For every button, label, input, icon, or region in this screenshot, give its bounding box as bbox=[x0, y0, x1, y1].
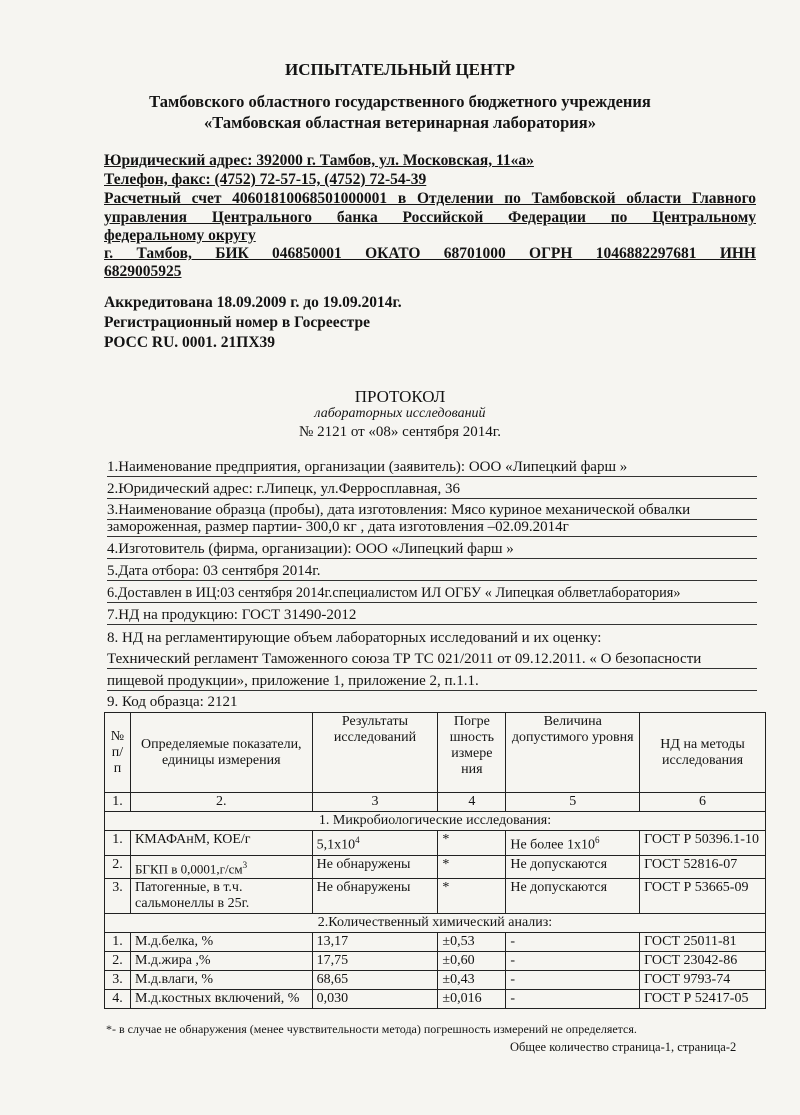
institution-line-1: Тамбовского областного государственного бюджетного учреждения bbox=[149, 92, 651, 111]
cell-indicator: Патогенные, в т.ч. сальмонеллы в 25г. bbox=[130, 878, 312, 913]
header-num: № п/ п bbox=[105, 713, 131, 793]
cell-limit: - bbox=[506, 970, 640, 989]
codes-line-1: г. Тамбов, БИК 046850001 ОКАТО 68701000 ОГРН 1046882297681 ИНН bbox=[104, 245, 756, 262]
colnum-2: 2. bbox=[130, 793, 312, 812]
accreditation-dates: Аккредитована 18.09.2009 г. до 19.09.2014г. bbox=[104, 294, 402, 311]
cell-limit: Не допускаются bbox=[506, 878, 640, 913]
cell-num: 3. bbox=[105, 878, 131, 913]
field-address: 2.Юридический адрес: г.Липецк, ул.Ферросплавная, 36 bbox=[107, 481, 757, 499]
table-row bbox=[105, 951, 766, 970]
field-delivered: 6.Доставлен в ИЦ:03 сентября 2014г.специалистом ИЛ ОГБУ « Липецкая облветлаборатория» bbox=[107, 585, 757, 603]
cell-error: ±0,016 bbox=[438, 989, 506, 1008]
cell-method: ГОСТ Р 50396.1-10 bbox=[640, 831, 766, 856]
results-table bbox=[104, 712, 766, 1009]
limit-exponent: 6 bbox=[595, 835, 600, 845]
field-applicant: 1.Наименование предприятия, организации (заявитель): ООО «Липецкий фарш » bbox=[107, 459, 757, 477]
colnum-5: 5 bbox=[506, 793, 640, 812]
cell-error: ±0,53 bbox=[438, 932, 506, 951]
cell-result: 13,17 bbox=[312, 932, 438, 951]
cell-indicator bbox=[130, 855, 312, 878]
header-indicator: Определяемые показатели, единицы измерения bbox=[130, 713, 312, 793]
header-error: Погре шность измере ния bbox=[438, 713, 506, 793]
field-sample-name: 3.Наименование образца (пробы), дата изготовления: Мясо куриное механической обвалки bbox=[107, 502, 757, 520]
cell-num: 1. bbox=[105, 831, 131, 856]
phone-fax: Телефон, факс: (4752) 72-57-15, (4752) 72-54-39 bbox=[104, 171, 427, 188]
table-row bbox=[105, 932, 766, 951]
indicator-exponent: 3 bbox=[242, 859, 248, 870]
cell-error: * bbox=[438, 831, 506, 856]
cell-result: 0,030 bbox=[312, 989, 438, 1008]
header-method: НД на методы исследования bbox=[640, 713, 766, 793]
cell-limit: - bbox=[506, 951, 640, 970]
cell-num: 4. bbox=[105, 989, 131, 1008]
bank-account-line-2: управления Центрального банка Российской Федерации по Центральному bbox=[104, 209, 756, 226]
table-row bbox=[105, 855, 766, 878]
cell-num: 2. bbox=[105, 855, 131, 878]
cell-num: 1. bbox=[105, 932, 131, 951]
cell-error: * bbox=[438, 878, 506, 913]
bank-account-line-1: Расчетный счет 40601810068501000001 в Отделении по Тамбовской области Главного bbox=[104, 190, 756, 207]
cell-indicator: КМАФАнМ, КОЕ/г bbox=[130, 831, 312, 856]
table-row bbox=[105, 831, 766, 856]
table-row bbox=[105, 878, 766, 913]
cell-result: 17,75 bbox=[312, 951, 438, 970]
protocol-number: № 2121 от «08» сентября 2014г. bbox=[299, 424, 501, 440]
cell-method: ГОСТ 52816-07 bbox=[640, 855, 766, 878]
cell-limit: - bbox=[506, 932, 640, 951]
section-row bbox=[105, 812, 766, 831]
center-title: ИСПЫТАТЕЛЬНЫЙ ЦЕНТР bbox=[285, 60, 515, 79]
cell-method: ГОСТ 23042-86 bbox=[640, 951, 766, 970]
cell-error: ±0,60 bbox=[438, 951, 506, 970]
result-exponent: 4 bbox=[355, 835, 360, 845]
registry-number: РОСС RU. 0001. 21ПХ39 bbox=[104, 334, 276, 351]
limit-base: Не более 1х10 bbox=[510, 837, 596, 853]
section-row bbox=[105, 913, 766, 932]
table-row bbox=[105, 989, 766, 1008]
section-micro: 1. Микробиологические исследования: bbox=[105, 812, 766, 831]
cell-indicator: М.д.влаги, % bbox=[130, 970, 312, 989]
page-count: Общее количество страница-1, страница-2 bbox=[510, 1040, 737, 1054]
cell-limit: - bbox=[506, 989, 640, 1008]
colnum-1: 1. bbox=[105, 793, 131, 812]
field-sample-name-cont: замороженная, размер партии- 300,0 кг , дата изготовления –02.09.2014г bbox=[107, 519, 757, 537]
cell-num: 2. bbox=[105, 951, 131, 970]
indicator-base: БГКП в 0,0001,г/см bbox=[134, 860, 243, 876]
cell-error: * bbox=[438, 855, 506, 878]
cell-limit bbox=[506, 831, 640, 856]
cell-error: ±0,43 bbox=[438, 970, 506, 989]
colnum-3: 3 bbox=[312, 793, 438, 812]
cell-method: ГОСТ Р 52417-05 bbox=[640, 989, 766, 1008]
cell-result: 68,65 bbox=[312, 970, 438, 989]
header-limit: Величина допустимого уровня bbox=[506, 713, 640, 793]
cell-result bbox=[312, 831, 438, 856]
field-product-nd: 7.НД на продукцию: ГОСТ 31490-2012 bbox=[107, 607, 757, 625]
protocol-title: ПРОТОКОЛ bbox=[354, 387, 446, 406]
field-regulating-nd: 8. НД на регламентирующие объем лабораторных исследований и их оценку: bbox=[107, 630, 602, 646]
cell-indicator: М.д.костных включений, % bbox=[130, 989, 312, 1008]
field-sampling-date: 5.Дата отбора: 03 сентября 2014г. bbox=[107, 563, 757, 581]
protocol-subtitle: лабораторных исследований bbox=[314, 406, 486, 421]
header-result: Результаты исследований bbox=[312, 713, 438, 793]
cell-method: ГОСТ 25011-81 bbox=[640, 932, 766, 951]
result-base: 5,1х10 bbox=[316, 837, 356, 853]
section-chem: 2.Количественный химический анализ: bbox=[105, 913, 766, 932]
field-manufacturer: 4.Изготовитель (фирма, организации): ООО «Липецкий фарш » bbox=[107, 541, 757, 559]
field-regulation-line-1: Технический регламент Таможенного союза ТР ТС 021/2011 от 09.12.2011. « О безопасности bbox=[107, 651, 757, 669]
cell-limit: Не допускаются bbox=[506, 855, 640, 878]
field-regulation-line-2: пищевой продукции», приложение 1, приложение 2, п.1.1. bbox=[107, 673, 757, 691]
cell-indicator: М.д.белка, % bbox=[130, 932, 312, 951]
table-header-row bbox=[105, 713, 766, 793]
bank-account-line-3: федеральному округу bbox=[104, 227, 256, 244]
registry-label: Регистрационный номер в Госреестре bbox=[104, 314, 370, 331]
cell-method: ГОСТ 9793-74 bbox=[640, 970, 766, 989]
table-row bbox=[105, 970, 766, 989]
institution-line-2: «Тамбовская областная ветеринарная лаборатория» bbox=[204, 113, 596, 132]
colnum-4: 4 bbox=[438, 793, 506, 812]
colnum-6: 6 bbox=[640, 793, 766, 812]
cell-result: Не обнаружены bbox=[312, 855, 438, 878]
cell-result: Не обнаружены bbox=[312, 878, 438, 913]
column-number-row bbox=[105, 793, 766, 812]
cell-method: ГОСТ Р 53665-09 bbox=[640, 878, 766, 913]
cell-indicator: М.д.жира ,% bbox=[130, 951, 312, 970]
legal-address: Юридический адрес: 392000 г. Тамбов, ул. Московская, 11«а» bbox=[104, 152, 534, 169]
field-sample-code: 9. Код образца: 2121 bbox=[107, 694, 238, 710]
footnote: *- в случае не обнаружения (менее чувствительности метода) погрешность измерений не определяется. bbox=[106, 1022, 637, 1036]
codes-line-2: 6829005925 bbox=[104, 263, 182, 280]
cell-num: 3. bbox=[105, 970, 131, 989]
